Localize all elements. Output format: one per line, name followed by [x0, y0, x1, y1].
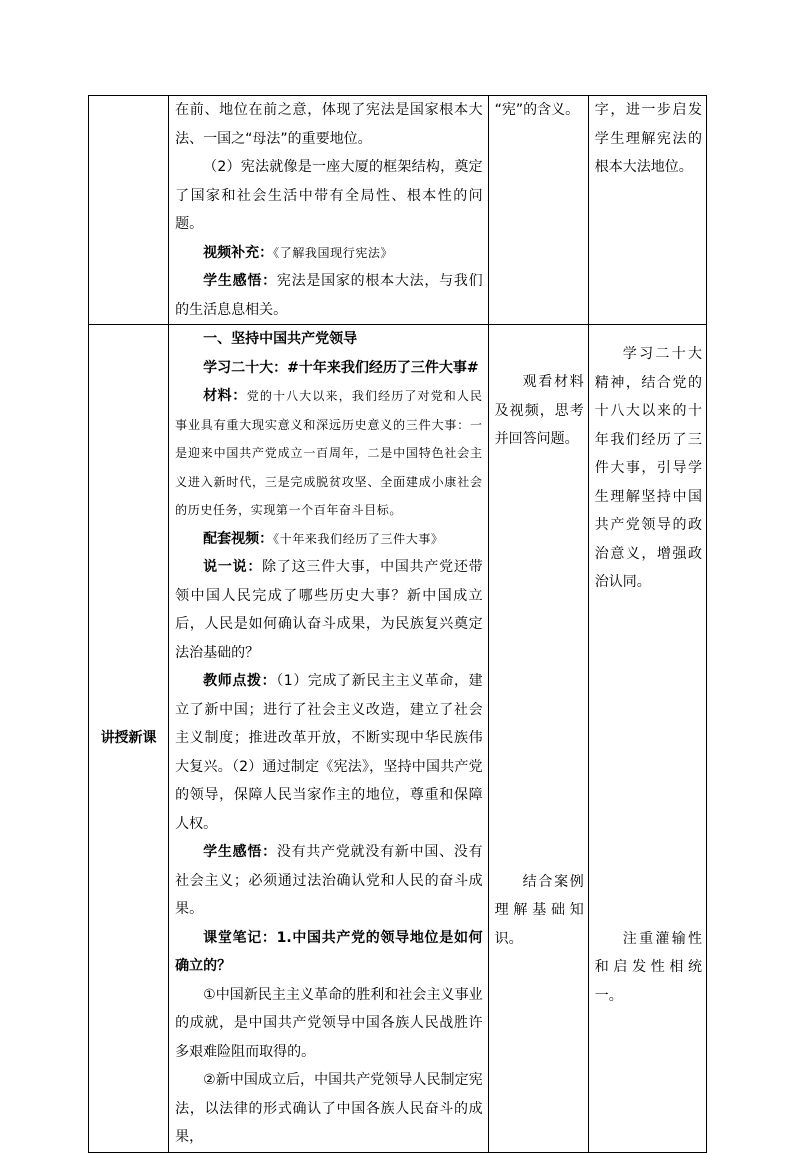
video-supplement: [175, 239, 483, 268]
section-heading: 一、坚持中国共产党领导: [203, 331, 358, 347]
label: 视频补充：: [203, 244, 274, 261]
text: 宪法是国家的根本大法，与我们的生活息息相关。: [175, 273, 483, 318]
video-title: 《了解我国现行宪法》: [273, 245, 394, 260]
video-title: 《十年来我们经历了三件大事》: [273, 531, 444, 546]
video-line: [175, 525, 483, 554]
material: [175, 382, 483, 525]
text: “宪”的含义。: [494, 102, 580, 118]
text: #十年来我们经历了三件大事#: [287, 359, 479, 376]
text: （1）完成了新民主主义革命，建立了新中国；进行了社会主义改造，建立了社会主义制度；推进改革开放，不断实现中华民族伟大复兴。（2）通过制定《宪法》，坚持中国共产党的领导，保障人民当家作主的地位，尊重和保障人权。: [175, 673, 483, 832]
say-line: [175, 553, 483, 667]
label: 配套视频：: [203, 530, 274, 547]
content-cell: [169, 96, 489, 325]
content-cell: [169, 325, 489, 1153]
class-notes-heading: 课堂笔记：1.中国共产党的领导地位是如何确立的？: [175, 929, 483, 974]
label: 材料：: [203, 388, 247, 404]
label: 学生感悟：: [203, 844, 277, 860]
label: 学生感悟：: [203, 273, 277, 289]
note-item: ②新中国成立后，中国共产党领导人民制定宪法，以法律的形式确认了中国各族人民奋斗的成果，: [175, 1072, 483, 1145]
paragraph: 在前、地位在前之意，体现了宪法是国家根本大法、一国之“母法”的重要地位。: [175, 102, 483, 147]
label: 学习二十大：: [203, 359, 288, 376]
label: 教师点拨：: [203, 673, 277, 689]
note-item: ①中国新民主主义革命的胜利和社会主义事业的成就，是中国共产党领导中国各族人民战胜许多艰难险阻而取得的。: [175, 986, 483, 1060]
activity-text: 结合案例理解基础知识。: [494, 873, 584, 947]
student-activity-cell: [488, 96, 588, 325]
study-line: [175, 354, 483, 383]
design-intent-cell: [588, 96, 706, 325]
intent-text: 学习二十大精神，结合党的十八大以来的十年我们经历了三件大事，引导学生理解坚持中国共产党领导的政治意义，增强政治认同。: [594, 346, 702, 590]
design-intent-cell: [588, 325, 706, 1153]
section-label: 讲授新课: [89, 325, 169, 1153]
teacher-guidance: [175, 667, 483, 838]
intent-text: 注重灌输性和启发性相统一。: [594, 930, 702, 1004]
student-activity-cell: [488, 325, 588, 1153]
text: 字，进一步启发学生理解宪法的根本大法地位。: [594, 102, 702, 175]
text: 除了这三件大事，中国共产党还带领中国人民完成了哪些历史大事？新中国成立后，人民是如何确认奋斗成果，为民族复兴奠定法治基础的？: [175, 559, 483, 661]
lesson-plan-table: [88, 95, 707, 1153]
activity-text: 观看材料及视频，思考并回答问题。: [494, 374, 584, 447]
section-cell-empty: [89, 96, 169, 325]
table-row: [89, 325, 707, 1153]
text: 没有共产党就没有新中国、没有社会主义；必须通过法治确认党和人民的奋斗成果。: [175, 844, 483, 917]
paragraph: （2）宪法就像是一座大厦的框架结构，奠定了国家和社会生活中带有全局性、根本性的问题。: [175, 159, 483, 232]
student-reflection: [175, 838, 483, 924]
table-row: [89, 96, 707, 325]
label: 说一说：: [203, 559, 263, 575]
student-reflection: [175, 267, 483, 324]
text: 党的十八大以来，我们经历了对党和人民事业具有重大现实意义和深远历史意义的三件大事：一是迎来中国共产党成立一百周年，二是中国特色社会主义进入新时代，三是完成脱贫攻坚、全面建成小康社会的历史任务，实现第一个百年奋斗目标。: [175, 389, 483, 517]
